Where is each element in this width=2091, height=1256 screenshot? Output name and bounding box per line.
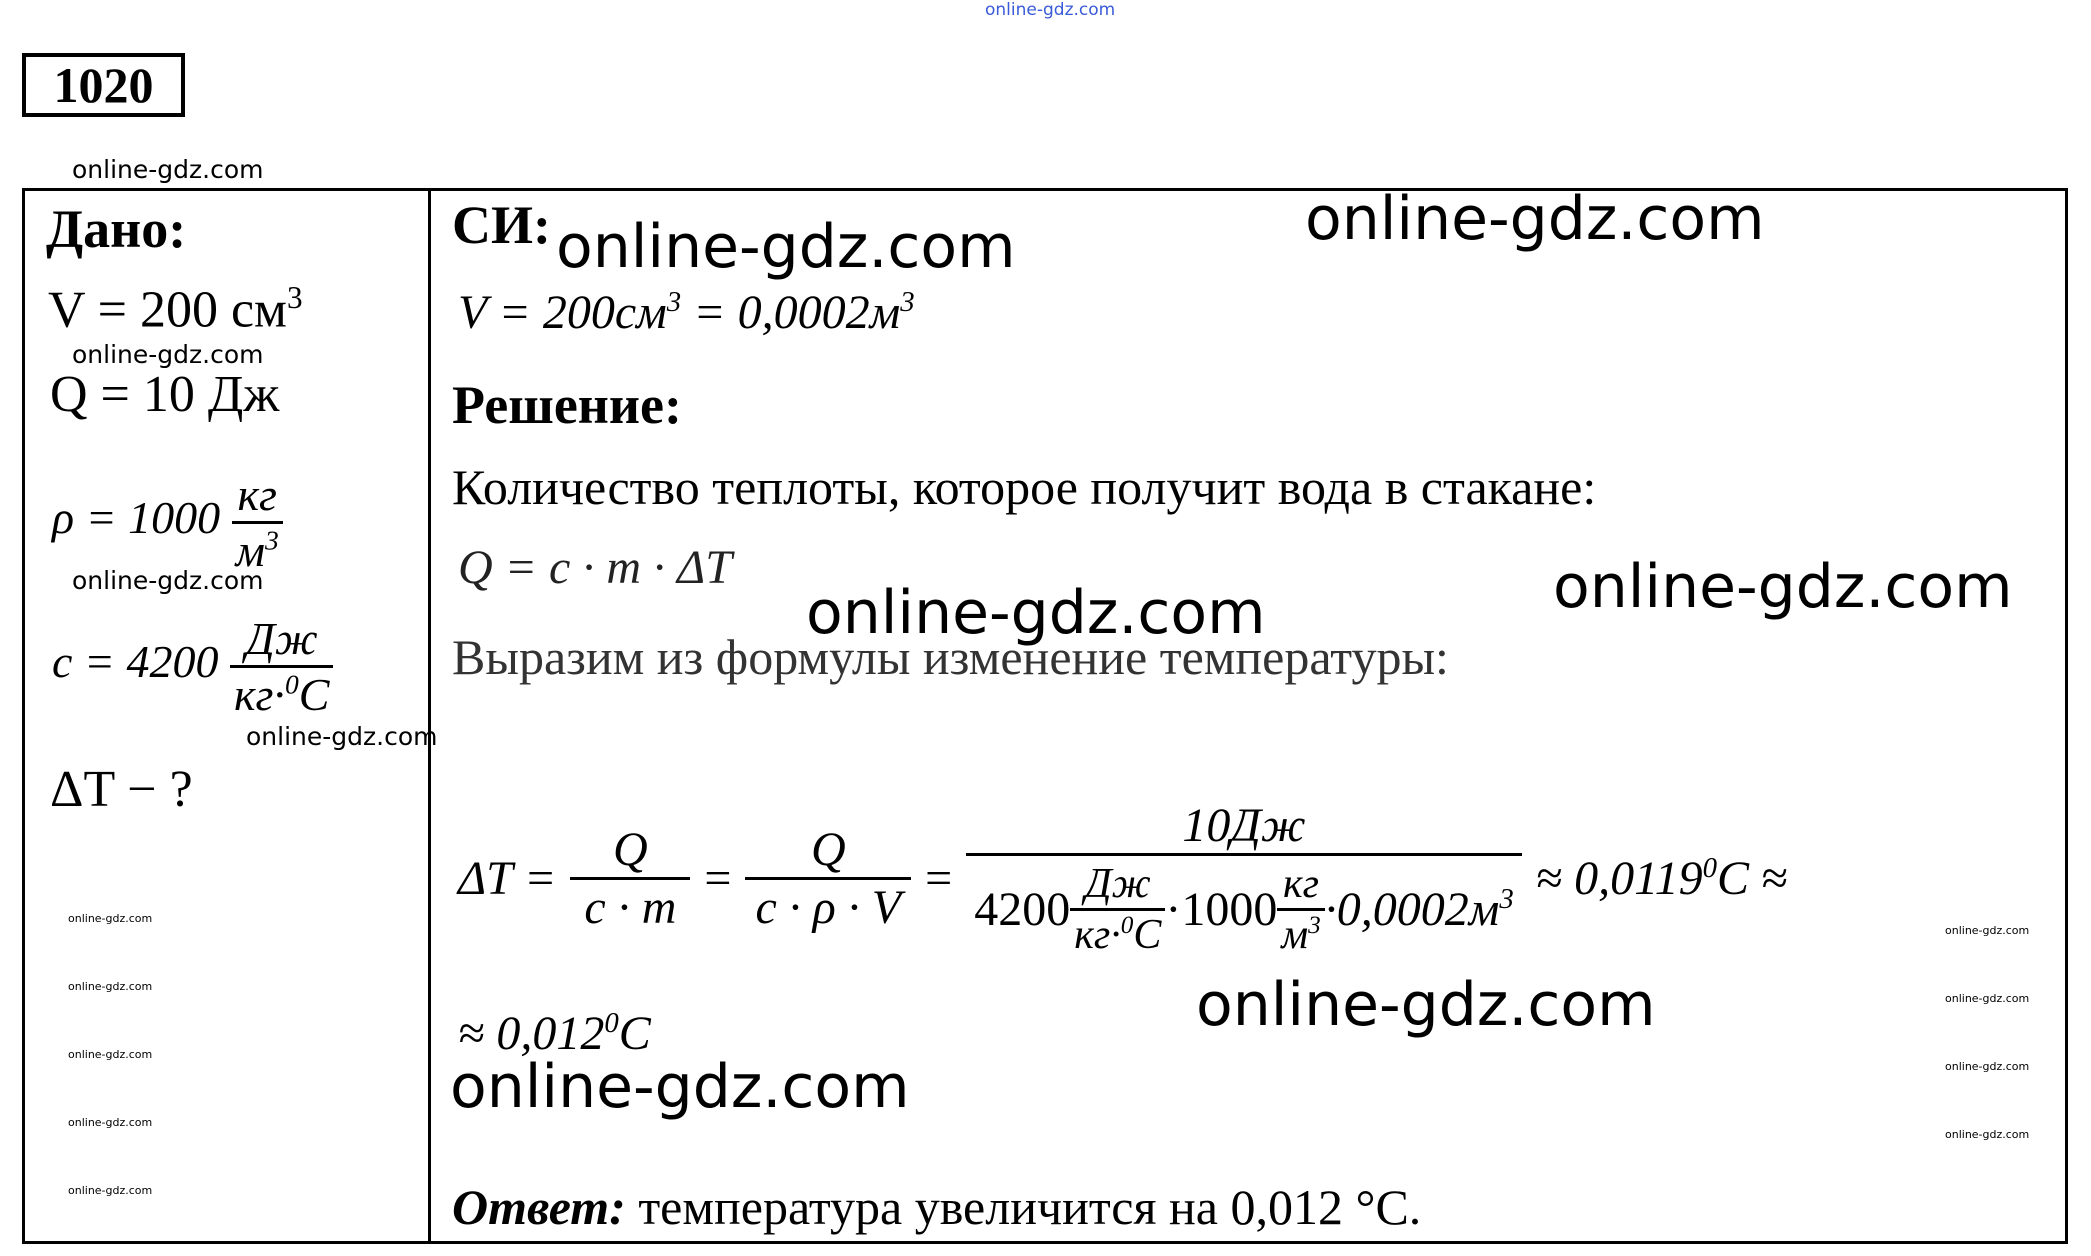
answer-text: температура увеличится на 0,012 °C. [625, 1179, 1422, 1235]
f3-den-b [1070, 860, 1165, 959]
watermark: online-gdz.com [1945, 924, 2030, 937]
result-1 [1536, 851, 1788, 906]
watermark: online-gdz.com [1945, 1128, 2030, 1141]
f3-den-d-den-exp: 3 [1308, 912, 1321, 939]
watermark: online-gdz.com [72, 155, 264, 184]
given-volume-exp: 3 [286, 280, 303, 315]
watermark: online-gdz.com [246, 722, 438, 751]
result1-exp: 0 [1702, 852, 1717, 884]
capacity-den-tail: C [298, 669, 330, 720]
watermark: online-gdz.com [68, 1048, 153, 1061]
capacity-den-exp: 0 [284, 668, 299, 700]
f3-den-e-text: ·0,0002м [1324, 883, 1500, 936]
f2-den: c · ρ · V [745, 877, 911, 935]
watermark: online-gdz.com [806, 578, 1266, 648]
given-unknown: ΔT − ? [50, 761, 193, 818]
main-formula [458, 798, 1787, 959]
f2-num: Q [810, 823, 846, 876]
watermark: online-gdz.com [72, 340, 264, 369]
si-volume [458, 285, 915, 340]
f3-den-b-den-exp: 0 [1120, 912, 1134, 939]
fraction-2 [745, 822, 911, 935]
given-density [52, 468, 283, 577]
fraction-1 [570, 822, 690, 935]
f3-den-b-den-text: кг· [1074, 912, 1121, 958]
equals-1: = [704, 852, 732, 905]
f3-den-e-exp: 3 [1499, 883, 1514, 915]
si-title: СИ: [452, 195, 551, 255]
f3-num: 10Дж [1182, 799, 1306, 852]
dt-lhs: ΔT = [458, 852, 557, 905]
given-volume [48, 280, 303, 339]
equals-2: = [925, 852, 953, 905]
result2-exp: 0 [604, 1007, 619, 1039]
formula-heat: Q = c · m · ΔT [458, 541, 732, 594]
solution-line2: Выразим из формулы изменение температуры: [452, 629, 1449, 685]
answer [452, 1178, 1421, 1236]
solution-line1: Количество теплоты, которое получит вода в стакане: [452, 459, 1597, 515]
answer-label: Ответ: [452, 1179, 626, 1235]
f3-den [966, 853, 1522, 959]
f3-den-a: 4200 [974, 883, 1071, 936]
capacity-lhs: c = 4200 [52, 636, 219, 688]
density-fraction [232, 468, 283, 577]
given-heat: Q = 10 Дж [50, 366, 280, 423]
watermark: online-gdz.com [68, 980, 153, 993]
capacity-den-text: кг· [233, 669, 285, 720]
result2-text: ≈ 0,012 [458, 1007, 605, 1060]
result2-tail: C [618, 1007, 651, 1060]
given-title: Дано: [46, 199, 187, 259]
f3-den-c: ·1000 [1165, 883, 1278, 936]
result1-text: ≈ 0,0119 [1535, 852, 1703, 905]
watermark: online-gdz.com [68, 1116, 153, 1129]
f3-den-b-den-tail: C [1133, 912, 1162, 958]
watermark: online-gdz.com [1553, 552, 2013, 622]
capacity-den [230, 665, 333, 721]
si-volume-text: V = 200см [458, 286, 667, 339]
si-volume-eq-exp: 3 [900, 286, 915, 318]
watermark: online-gdz.com [68, 1184, 153, 1197]
given-capacity [52, 612, 333, 721]
si-volume-exp: 3 [666, 286, 682, 318]
column-divider [428, 188, 431, 1244]
density-den-text: м [235, 525, 265, 576]
watermark: online-gdz.com [556, 212, 1016, 282]
problem-number-box [22, 53, 185, 117]
si-volume-eq: = 0,0002м [681, 286, 901, 339]
capacity-fraction [230, 612, 333, 721]
f3-den-d [1277, 860, 1324, 959]
watermark: online-gdz.com [72, 566, 264, 595]
solution-title: Решение: [452, 375, 682, 435]
f1-num: Q [613, 823, 648, 876]
problem-number: 1020 [53, 57, 154, 113]
f3-den-d-num: кг [1283, 861, 1320, 907]
density-den-exp: 3 [264, 524, 279, 556]
top-site-link[interactable]: online-gdz.com [985, 0, 1116, 20]
density-lhs: ρ = 1000 [52, 492, 221, 544]
f3-den-b-num: Дж [1084, 861, 1151, 907]
fraction-3 [966, 798, 1522, 959]
f3-den-d-den-text: м [1281, 912, 1309, 958]
watermark: online-gdz.com [68, 912, 153, 925]
capacity-num: Дж [245, 613, 318, 664]
result1-tail: C ≈ [1716, 852, 1788, 905]
watermark: online-gdz.com [1305, 184, 1765, 254]
watermark: online-gdz.com [450, 1052, 910, 1122]
watermark: online-gdz.com [1196, 970, 1656, 1040]
density-num: кг [237, 469, 277, 520]
f1-den: c · m [570, 877, 690, 935]
watermark: online-gdz.com [1945, 992, 2030, 1005]
f3-den-d-den [1277, 908, 1324, 959]
f3-den-b-den [1070, 908, 1165, 959]
watermark: online-gdz.com [1945, 1060, 2030, 1073]
f3-den-e [1325, 882, 1514, 937]
given-volume-text: V = 200 см [48, 281, 287, 339]
